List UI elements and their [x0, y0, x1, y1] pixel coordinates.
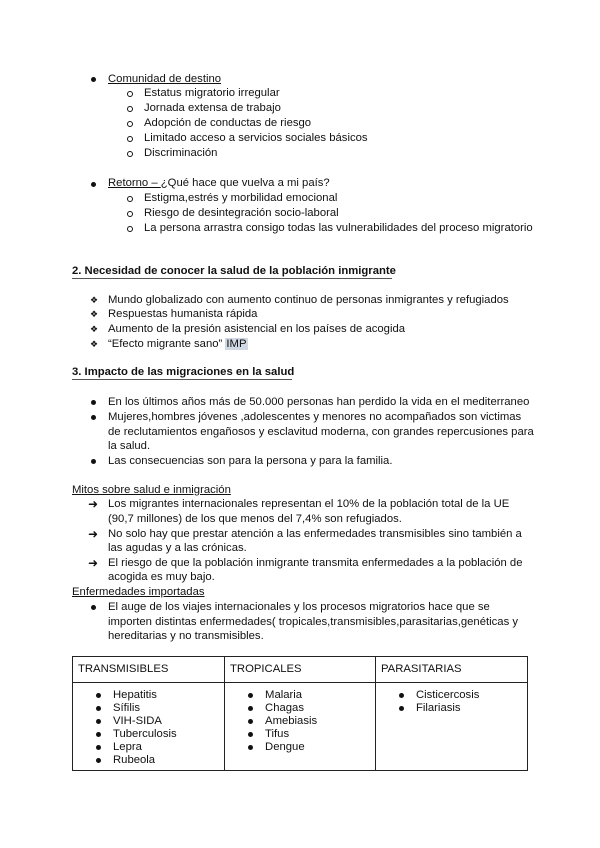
list-item: Tuberculosis [73, 728, 224, 741]
arrow-right-icon: ➜ [88, 556, 99, 570]
section2-underline [72, 278, 392, 279]
bullet-dot [91, 459, 96, 464]
table-header-parasitarias: PARASITARIAS [375, 657, 527, 683]
bullet-circle [127, 136, 133, 142]
bullet-circle [127, 211, 133, 217]
section3-title: 3. Impacto de las migraciones en la salud [72, 366, 295, 378]
retorno-item: La persona arrastra consigo todas las vulnerabilidades del proceso migratorio [144, 222, 533, 234]
list-item: Amebiasis [225, 715, 375, 728]
list-item: Cisticercosis [376, 689, 527, 702]
mitos-item-cont: acogida es muy bajo. [108, 571, 215, 583]
section2-item: Mundo globalizado con aumento continuo de personas inmigrantes y refugiados [108, 294, 509, 306]
list-item: Malaria [225, 689, 375, 702]
list-item: Chagas [225, 702, 375, 715]
destino-item: Estatus migratorio irregular [144, 87, 280, 99]
imp-highlight: IMP [226, 338, 247, 350]
list-item: Rubeola [73, 754, 224, 767]
bullet-circle [127, 91, 133, 97]
section2-item: Respuestas humanista rápida [108, 308, 258, 320]
mitos-item: Los migrantes internacionales representan el 10% de la población total de la UE [108, 498, 510, 510]
table-header-transmisibles: TRANSMISIBLES [73, 657, 225, 683]
bullet-dot [91, 400, 96, 405]
retorno-question: ¿Qué hace que vuelva a mi país? [160, 177, 330, 189]
list-item: Hepatitis [73, 689, 224, 702]
efecto-migrante-text: “Efecto migrante sano” [108, 338, 223, 350]
table-cell-parasitarias [375, 683, 527, 771]
mitos-heading: Mitos sobre salud e inmigración [72, 484, 231, 496]
bullet-dot [91, 77, 96, 82]
section2-item-last [108, 337, 248, 351]
section3-item: En los últimos años más de 50.000 personas han perdido la vida en el mediterraneo [108, 396, 530, 408]
destino-item: Discriminación [144, 147, 218, 159]
diamond-bullet-icon: ❖ [90, 309, 99, 319]
diamond-bullet-icon: ❖ [90, 324, 99, 334]
bullet-circle [127, 196, 133, 202]
bullet-circle [127, 106, 133, 112]
arrow-right-icon: ➜ [88, 497, 99, 511]
mitos-item-cont: las agudas y a las crónicas. [108, 542, 247, 554]
table-cell-transmisibles [73, 683, 225, 771]
list-item: Lepra [73, 741, 224, 754]
destino-item: Adopción de conductas de riesgo [144, 117, 312, 129]
destino-item: Jornada extensa de trabajo [144, 102, 281, 114]
retorno-item: Estigma,estrés y morbilidad emocional [144, 192, 338, 204]
bullet-circle [127, 151, 133, 157]
mitos-item-cont: (90,7 millones) de los que menos del 7,4% son refugiados. [108, 513, 402, 525]
retorno-item: Riesgo de desintegración socio-laboral [144, 207, 339, 219]
table-cell-tropicales [225, 683, 376, 771]
list-item: Filariasis [376, 702, 527, 715]
importadas-item-cont: importen distintas enfermedades( tropicales,transmisibles,parasitarias,genéticas y [108, 616, 519, 628]
arrow-right-icon: ➜ [88, 527, 99, 541]
diamond-bullet-icon: ❖ [90, 295, 99, 305]
destino-heading: Comunidad de destino [108, 73, 222, 85]
section3-item: Las consecuencias son para la persona y para la familia. [108, 455, 393, 467]
bullet-circle [127, 226, 133, 232]
section3-item-cont: la salud. [108, 440, 151, 452]
list-item: Dengue [225, 741, 375, 754]
section2-item: Aumento de la presión asistencial en los países de acogida [108, 323, 406, 335]
section3-item: Mujeres,hombres jóvenes ,adolescentes y menores no acompañados son victimas [108, 411, 522, 423]
retorno-heading: Retorno – [108, 177, 161, 189]
bullet-circle [127, 121, 133, 127]
bullet-dot [91, 182, 96, 187]
list-item: VIH-SIDA [73, 715, 224, 728]
importadas-item: El auge de los viajes internacionales y los procesos migratorios hace que se [108, 601, 490, 613]
table-header-row [73, 657, 528, 683]
table-body-row [73, 683, 528, 771]
bullet-dot [91, 415, 96, 420]
section3-underline [72, 379, 292, 380]
list-item: Sífilis [73, 702, 224, 715]
table-header-tropicales: TROPICALES [225, 657, 376, 683]
importadas-heading: Enfermedades importadas [72, 586, 205, 598]
retorno-line [108, 176, 330, 190]
section2-title: 2. Necesidad de conocer la salud de la población inmigrante [72, 265, 396, 277]
diamond-bullet-icon: ❖ [90, 339, 99, 349]
diseases-table [72, 656, 528, 771]
mitos-item: El riesgo de que la población inmigrante transmita enfermedades a la población de [108, 557, 523, 569]
section3-item-cont: de reclutamientos engañosos y esclavitud moderna, con grandes repercusiones para [108, 426, 534, 438]
bullet-dot [91, 605, 96, 610]
mitos-item: No solo hay que prestar atención a las enfermedades transmisibles sino también a [108, 528, 522, 540]
destino-item: Limitado acceso a servicios sociales básicos [144, 132, 368, 144]
importadas-item-cont: hereditarias y no transmisibles. [108, 630, 264, 642]
list-item: Tifus [225, 728, 375, 741]
